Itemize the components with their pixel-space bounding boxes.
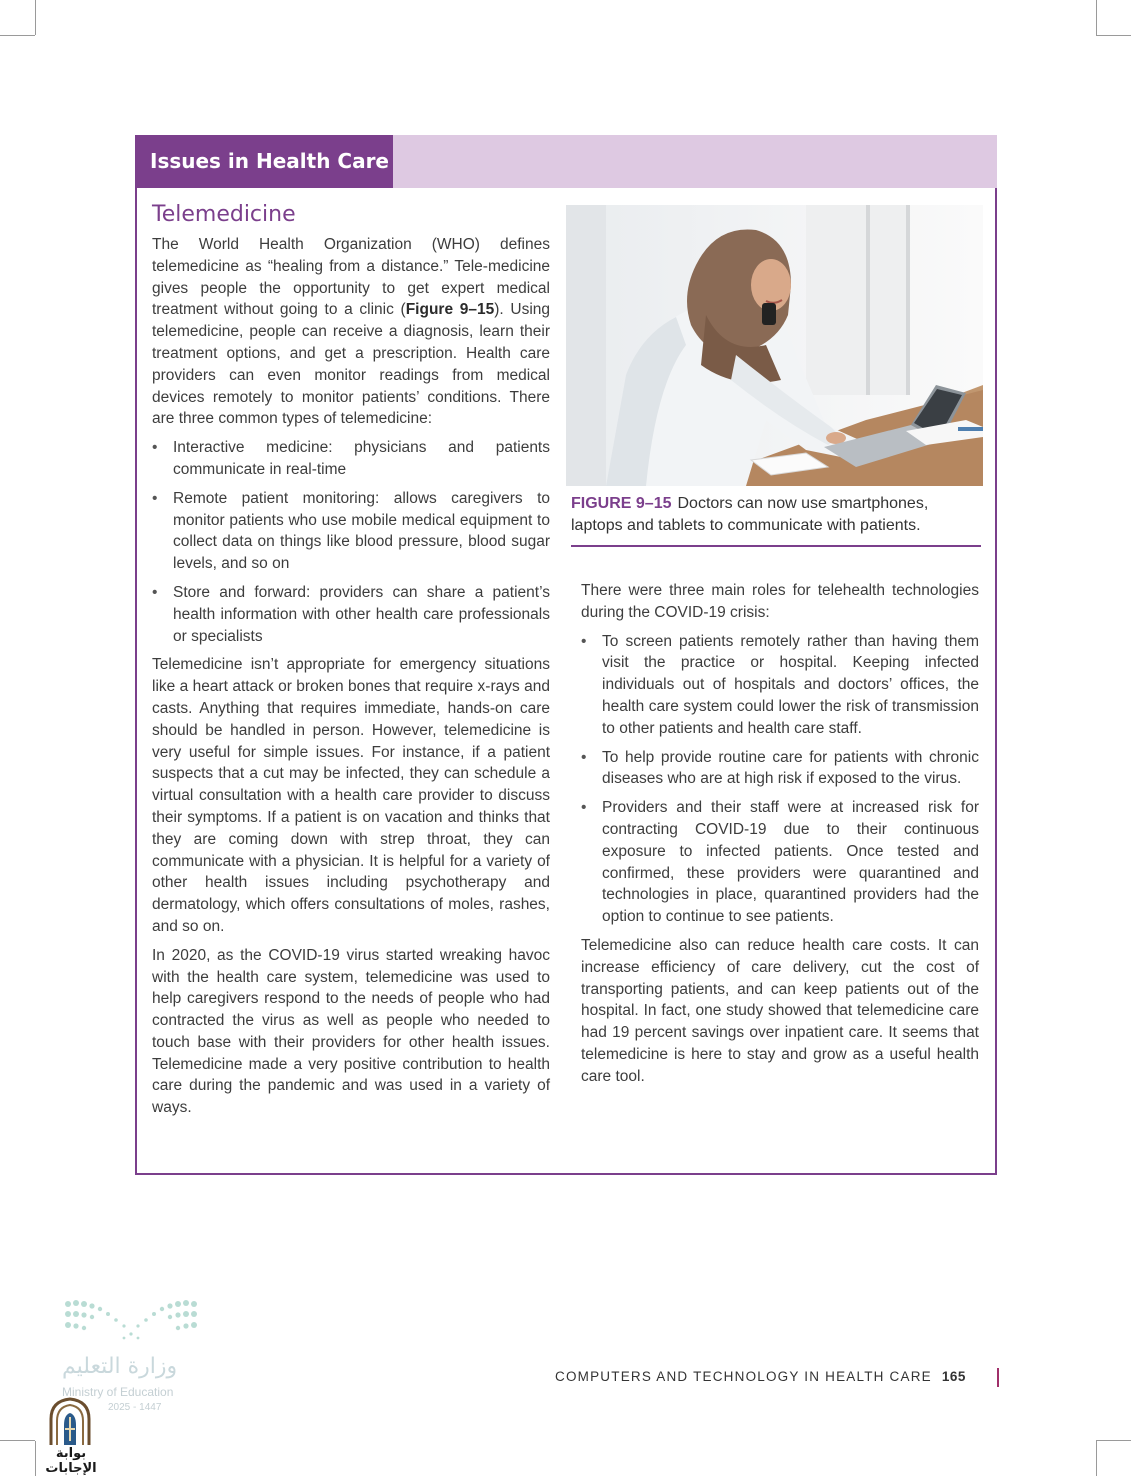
list-item: • Store and forward: providers can share a patient’s health information with other health care professionals or specialists: [152, 582, 550, 647]
covid-roles-list: [581, 631, 979, 928]
list-item: • Remote patient monitoring: allows caregivers to monitor patients who use mobile medical equipment to collect data on things like blood pressure, blood sugar levels, and so on: [152, 488, 550, 575]
figure-reference: Figure 9–15: [405, 301, 495, 319]
ministry-name-arabic: وزارة التعليم: [62, 1354, 178, 1379]
roles-paragraph: There were three main roles for telehealth technologies during the COVID-19 crisis:: [581, 582, 979, 621]
running-footer: [555, 1369, 985, 1384]
list-item: • To screen patients remotely rather than having them visit the practice or hospital. Keeping infected individuals out of hospitals and doctors’ offices, the health care system could lower the risk of transmission to other patients and health care staff.: [581, 631, 979, 740]
list-item: • To help provide routine care for patients with chronic diseases who are at high risk if exposed to the virus.: [581, 747, 979, 791]
list-item: • Providers and their staff were at increased risk for contracting COVID-19 due to their continuous exposure to infected patients. Once tested and confirmed, these providers were quarantined and technologies in place, quarantined providers had the option to continue to see patients.: [581, 797, 979, 928]
crop-mark: [1096, 1440, 1131, 1441]
intro-paragraph: The World Health Organization (WHO) defines telemedicine as “healing from a distance.” Tele-medicine gives people the opportunity to get expert medical treatment without going to a clinic (Figure 9–15). Using telemedicine, people can receive a diagnosis, learn their treatment options, and get a prescription. Health care providers can even monitor readings from medical devices remotely to monitor patients’ conditions. There are three common types of telemedicine:: [152, 236, 551, 428]
ministry-dots-logo-icon: [62, 1298, 202, 1343]
ministry-name-english: Ministry of Education: [62, 1385, 174, 1399]
left-column: [152, 200, 550, 1126]
right-column: [581, 580, 979, 1095]
telemedicine-types-list: [152, 437, 550, 647]
gate-arch-logo-icon: [47, 1397, 93, 1447]
list-item: • Interactive medicine: physicians and patients communicate in real-time: [152, 437, 550, 481]
crop-mark: [1096, 1441, 1097, 1476]
page-number: 165: [941, 1369, 966, 1384]
crop-mark: [35, 0, 36, 35]
figure-photo-doctor-laptop: [566, 205, 983, 486]
covid-2020-paragraph: In 2020, as the COVID-19 virus started wreaking havoc with the health care system, telemedicine was used to help caregivers respond to the needs of people who had contracted the virus as well as people who needed to touch base with their providers for other health issues. Telemedicine made a very positive contribution to health care during the pandemic and was used in a variety of ways.: [152, 946, 550, 1117]
crop-mark: [0, 1440, 35, 1441]
feature-box-title: Issues in Health Care: [135, 135, 393, 188]
figure-label: FIGURE 9–15: [571, 495, 672, 512]
ministry-year: 2025 - 1447: [108, 1402, 162, 1413]
emergency-paragraph: Telemedicine isn’t appropriate for emergency situations like a heart attack or broken bones that require x-rays and casts. Anything that requires immediate, hands-on care should be handled in person. However, telemedicine is very useful for simple issues. For instance, if a patient suspects that a cut may be infected, they can schedule a virtual consultation with a health care provider to discuss their symptoms. If a patient is on vacation and thinks that they are coming down with strep throat, they can communicate with a physician. It is helpful for a variety of other health issues including psychotherapy and dermatology, which offers consultations of moles, rashes, and so on.: [152, 656, 550, 935]
site-name-arabic: بوابة الإجابات: [45, 1446, 97, 1476]
costs-paragraph: Telemedicine also can reduce health care costs. It can increase efficiency of care delivery, cut the cost of transporting patients, and can keep patients out of the hospital. In fact, one study showed that telemedicine care had 19 percent savings over inpatient care. It seems that telemedicine is here to stay and grow as a useful health care tool.: [581, 936, 979, 1085]
footer-divider: [997, 1368, 999, 1387]
figure-caption: [571, 493, 981, 547]
crop-mark: [1096, 35, 1131, 36]
section-title: Telemedicine: [152, 202, 296, 227]
crop-mark: [1096, 0, 1097, 35]
crop-mark: [0, 35, 35, 36]
running-title: COMPUTERS AND TECHNOLOGY IN HEALTH CARE: [555, 1369, 932, 1384]
figure-caption-text: Doctors can now use smartphones, laptops and tablets to communicate with patients.: [571, 495, 929, 534]
